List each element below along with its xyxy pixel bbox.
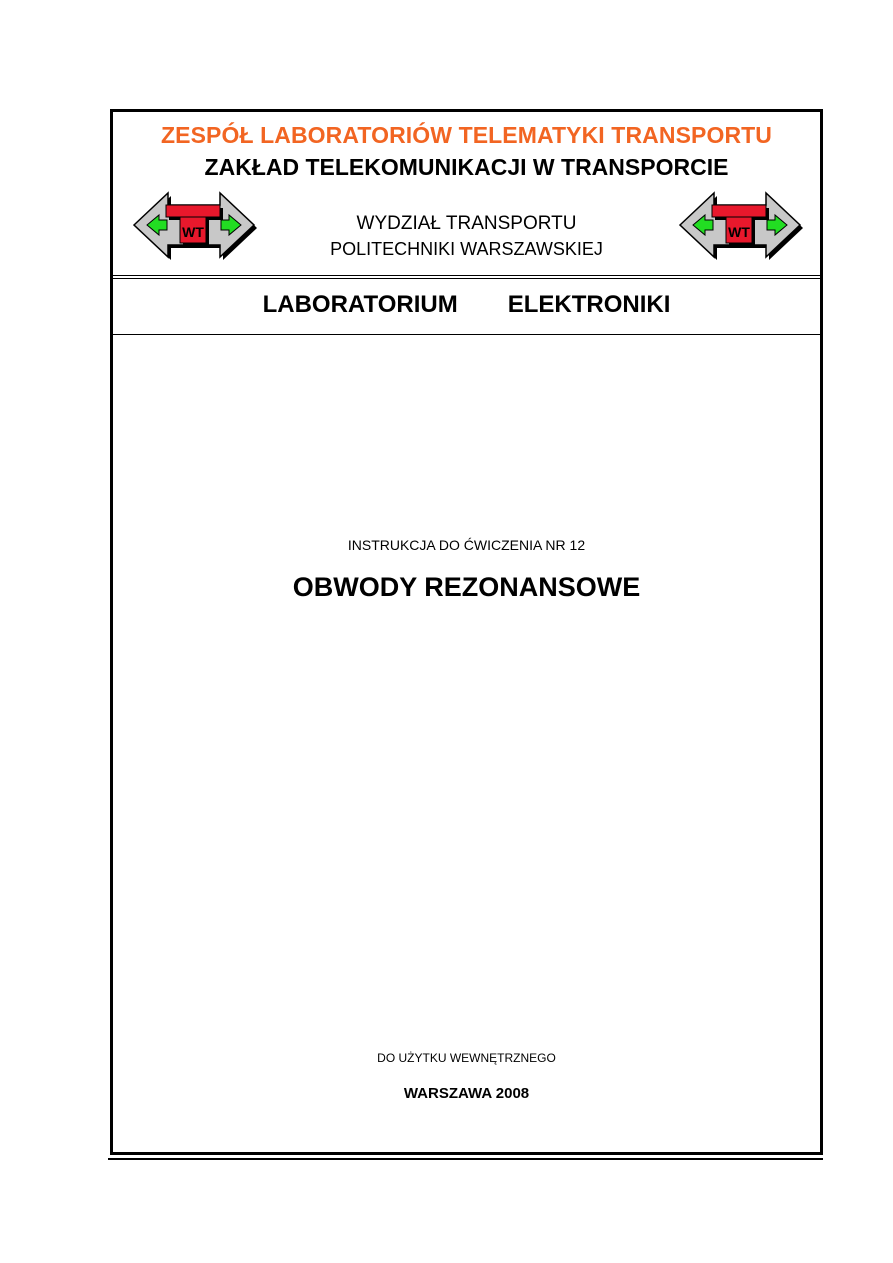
exercise-subject: OBWODY REZONANSOWE [292,572,641,602]
lab-band [113,279,820,334]
place-year: WARSZAWA 2008 [403,1085,530,1102]
faculty-name: WYDZIAŁ TRANSPORTU [356,213,577,234]
lab-title: LABORATORIUM ELEKTRONIKI [262,291,671,318]
lab-divider [113,334,820,335]
university-name: POLITECHNIKI WARSZAWSKIEJ [330,239,603,259]
logo-text: WT [728,224,750,240]
exercise-instruction: INSTRUKCJA DO ĆWICZENIA NR 12 [347,537,586,553]
twt-logo-icon [133,187,259,269]
organization-title: ZESPÓŁ LABORATORIÓW TELEMATYKI TRANSPORTU [160,122,773,148]
header [113,112,820,275]
page-bottom-rule [108,1158,823,1160]
header-divider [113,275,820,276]
department-title: ZAKŁAD TELEKOMUNIKACJI W TRANSPORCIE [204,154,729,180]
twt-logo-icon [679,187,805,269]
internal-use-note: DO UŻYTKU WEWNĘTRZNEGO [377,1051,556,1065]
logo-text: WT [182,224,204,240]
cover-frame [110,109,823,1155]
